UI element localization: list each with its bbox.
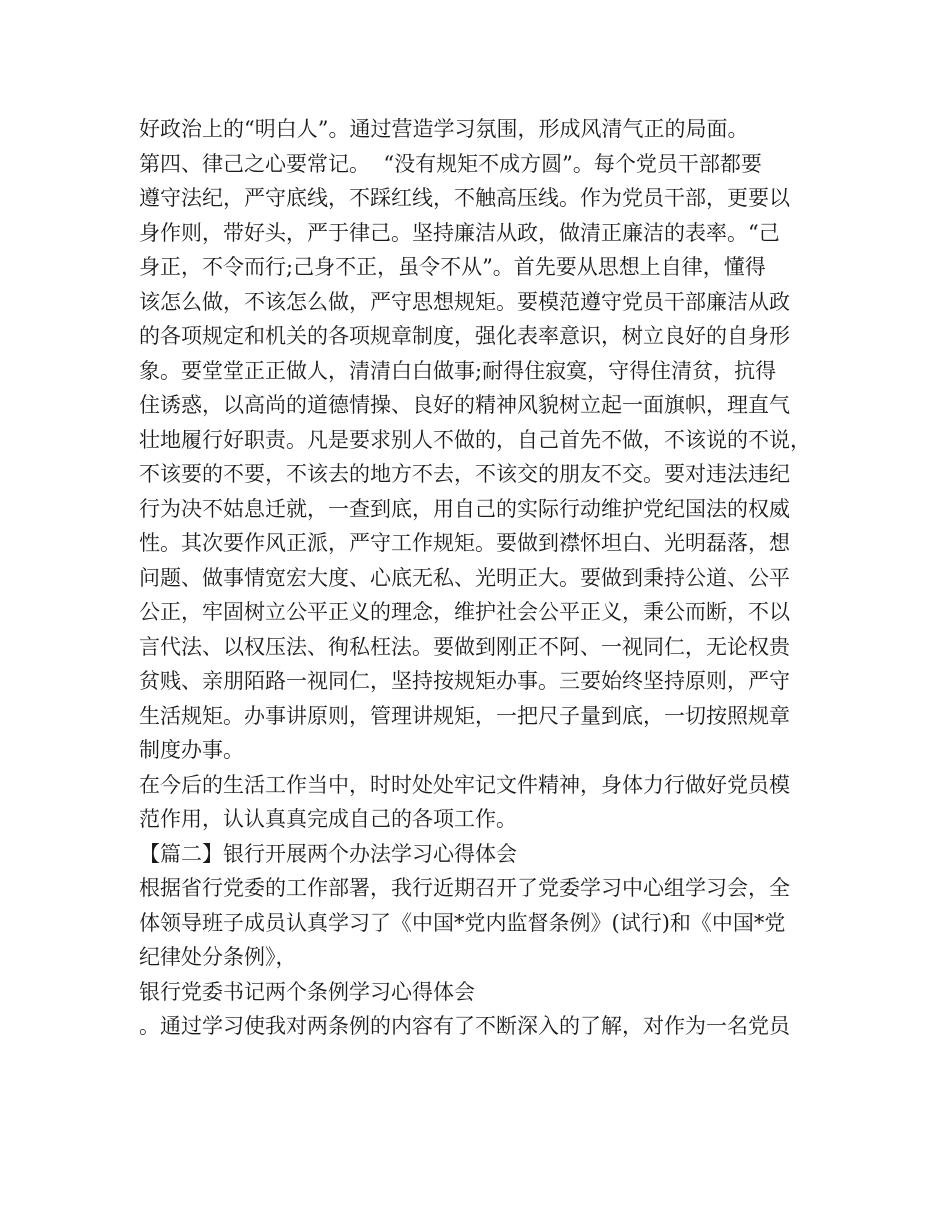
text-line: 纪律处分条例》， [139,945,297,969]
section-heading: 【篇二】银行开展两个办法学习心得体会 [139,841,517,866]
text-line: 身正，不令而行;己身不正，虽令不从”。首先要从思想上自律，懂得 [139,255,766,279]
text-line: 行为决不姑息迁就，一查到底，用自己的实际行动维护党纪国法的权威 [139,496,790,521]
text-line: 。通过学习使我对两条例的内容有了不断深入的了解，对作为一名党员 [139,1014,790,1038]
subheading-line: 银行党委书记两个条例学习心得体会 [139,979,475,1004]
text-line: 公正，牢固树立公平正义的理念，维护社会公平正义，秉公而断，不以 [139,600,790,624]
text-line: 的各项规定和机关的各项规章制度，强化表率意识，树立良好的自身形 [139,324,790,348]
text-line: 性。其次要作风正派，严守工作规矩。要做到襟怀坦白、光明磊落，想 [139,531,790,555]
text-line: 第四、律己之心要常记。 “没有规矩不成方圆”。每个党员干部都要 [139,151,762,176]
text-line: 该怎么做，不该怎么做，严守思想规矩。要模范遵守党员干部廉洁从政 [139,289,790,314]
text-line: 贫贱、亲朋陌路一视同仁，坚持按规矩办事。三要始终坚持原则，严守 [139,669,790,693]
text-line: 好政治上的“明白人”。通过营造学习氛围，形成风清气正的局面。 [139,117,749,141]
text-line: 住诱惑，以高尚的道德情操、良好的精神风貌树立起一面旗帜，理直气 [139,393,790,417]
text-line: 言代法、以权压法、徇私枉法。要做到刚正不阿、一视同仁，无论权贵 [139,634,790,659]
text-line: 体领导班子成员认真学习了《中国*党内监督条例》(试行)和《中国*党 [139,910,786,935]
text-line: 在今后的生活工作当中，时时处处牢记文件精神，身体力行做好党员模 [139,772,790,797]
document-body [139,112,829,1044]
text-line: 根据省行党委的工作部署，我行近期召开了党委学习中心组学习会，全 [139,876,790,900]
text-line: 生活规矩。办事讲原则，管理讲规矩，一把尺子量到底，一切按照规章 [139,703,790,728]
text-line: 象。要堂堂正正做人，清清白白做事;耐得住寂寞，守得住清贫，抗得 [139,358,777,383]
text-line: 壮地履行好职责。凡是要求别人不做的，自己首先不做，不该说的不说， [139,427,811,452]
text-line: 遵守法纪，严守底线，不踩红线，不触高压线。作为党员干部，更要以 [139,186,790,210]
text-line: 范作用，认认真真完成自己的各项工作。 [139,807,517,831]
text-line: 不该要的不要，不该去的地方不去，不该交的朋友不交。要对违法违纪 [139,462,790,486]
text-line: 制度办事。 [139,738,244,762]
text-line: 问题、做事情宽宏大度、心底无私、光明正大。要做到秉持公道、公平 [139,565,790,590]
text-line: 身作则，带好头，严于律己。坚持廉洁从政，做清正廉洁的表率。“己 [139,220,780,245]
